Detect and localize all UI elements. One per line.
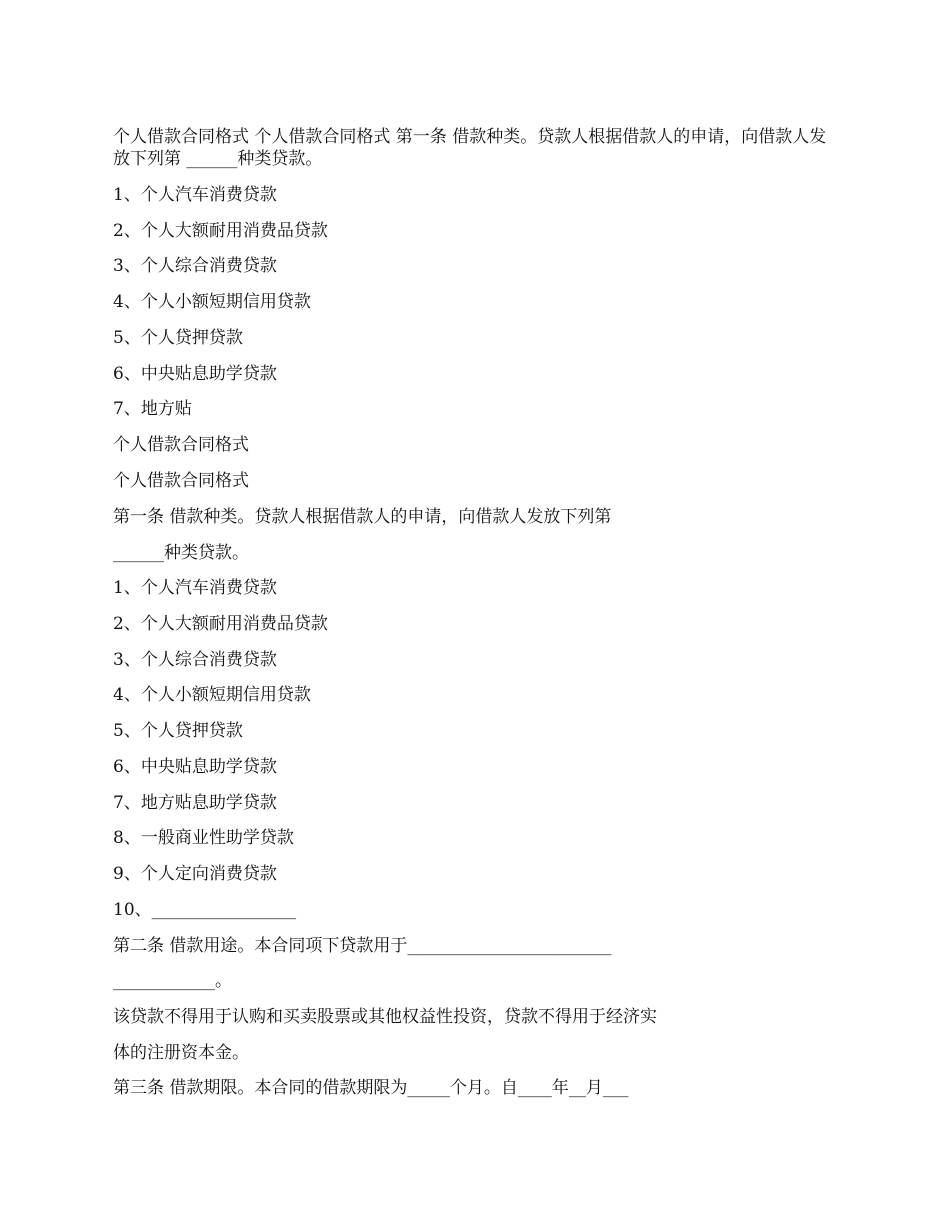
clause-text: ____________。 [113,971,232,991]
list-item: 7、地方贴 [113,399,192,419]
intro-paragraph: 个人借款合同格式 个人借款合同格式 第一条 借款种类。贷款人根据借款人的申请，向借款人发放下列第 ______种类贷款。 [113,127,827,169]
clause-text: 体的注册资本金。 [113,1043,249,1063]
clause-text: 该贷款不得用于认购和买卖股票或其他权益性投资，贷款不得用于经济实 [113,1007,657,1027]
list-item: 6、中央贴息助学贷款 [113,757,277,777]
list-item: 7、地方贴息助学贷款 [113,793,277,813]
list-item: 5、个人贷押贷款 [113,328,243,348]
list-item: 3、个人综合消费贷款 [113,650,277,670]
list-item: 8、一般商业性助学贷款 [113,828,294,848]
list-item: 5、个人贷押贷款 [113,721,243,741]
list-item: 9、个人定向消费贷款 [113,864,277,884]
clause-text: 第二条 借款用途。本合同项下贷款用于________________________ [113,936,612,956]
section-heading: 个人借款合同格式 [113,471,249,491]
list-item: 3、个人综合消费贷款 [113,256,277,276]
list-item: 4、个人小额短期信用贷款 [113,292,311,312]
list-item: 2、个人大额耐用消费品贷款 [113,221,328,241]
list-item: 1、个人汽车消费贷款 [113,185,277,205]
list-item: 2、个人大额耐用消费品贷款 [113,614,328,634]
clause-text: 第三条 借款期限。本合同的借款期限为_____个月。自____年__月___ [113,1078,629,1098]
list-item: 4、个人小额短期信用贷款 [113,685,311,705]
list-item: 10、_________________ [113,900,297,920]
list-item: 6、中央贴息助学贷款 [113,364,277,384]
clause-text: 第一条 借款种类。贷款人根据借款人的申请，向借款人发放下列第 [113,507,612,527]
list-item: 1、个人汽车消费贷款 [113,578,277,598]
clause-text: ______种类贷款。 [113,543,249,563]
section-heading: 个人借款合同格式 [113,435,249,455]
